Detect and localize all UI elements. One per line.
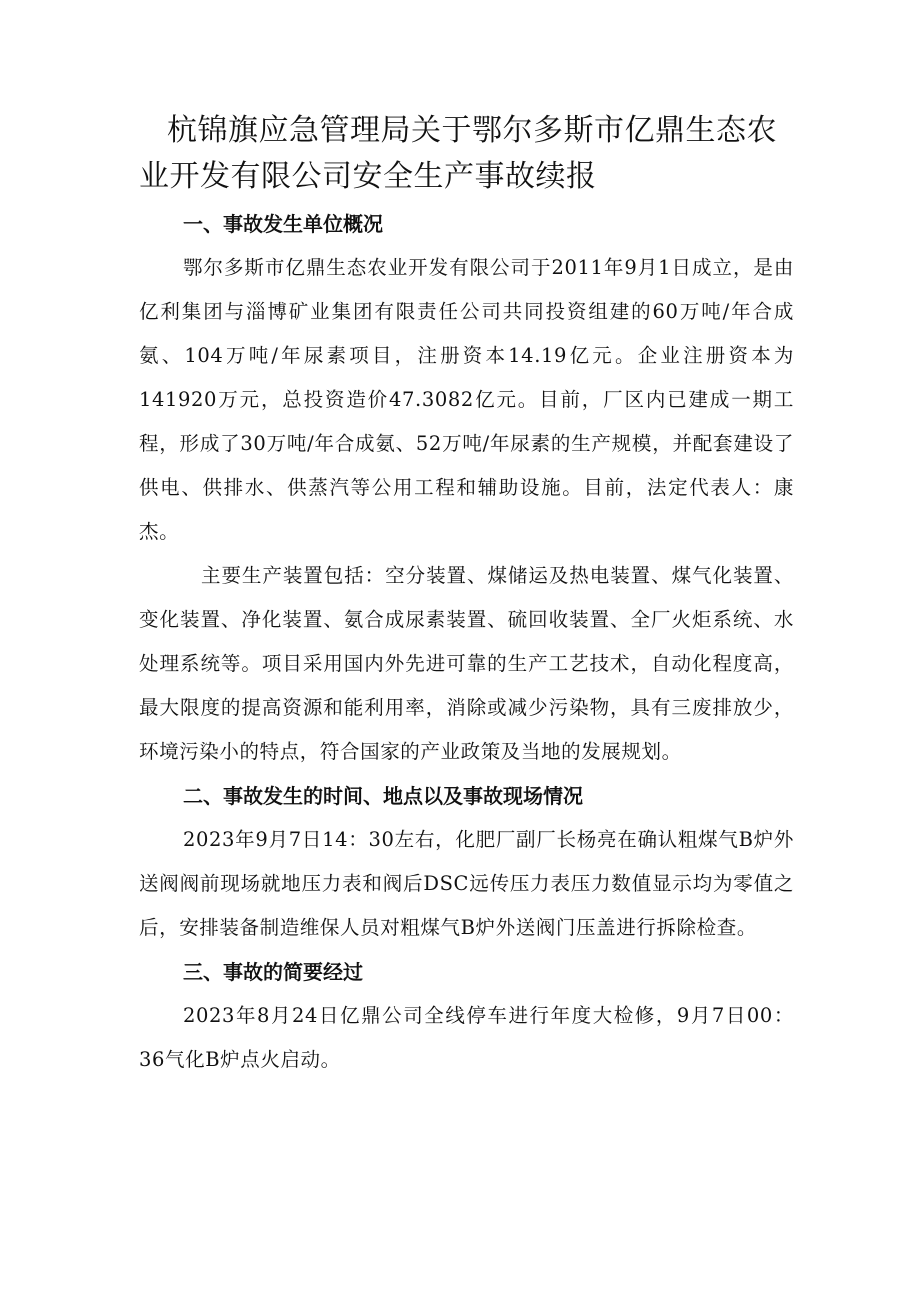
paragraph: 2023年9月7日14：30左右，化肥厂副厂长杨亮在确认粗煤气B炉外送阀阀前现场就地压力表和阀后DSC远传压力表压力数值显示均为零值之后，安排装备制造维保人员对粗煤气B炉外送阀门压盖进行拆除检查。 xyxy=(139,828,794,939)
section-unit-overview xyxy=(139,202,794,774)
paragraph: 鄂尔多斯市亿鼎生态农业开发有限公司于2011年9月1日成立，是由亿利集团与淄博矿业集团有限责任公司共同投资组建的60万吨/年合成氨、104万吨/年尿素项目，注册资本14.19亿元。企业注册资本为141920万元，总投资造价47.3082亿元。目前，厂区内已建成一期工程，形成了30万吨/年合成氨、52万吨/年尿素的生产规模，并配套建设了供电、供排水、供蒸汽等公用工程和辅助设施。目前，法定代表人：康杰。 xyxy=(139,256,794,543)
section-brief-process xyxy=(139,950,794,1082)
section-heading: 一、事故发生单位概况 xyxy=(183,212,383,236)
document-title: 杭锦旗应急管理局关于鄂尔多斯市亿鼎生态农业开发有限公司安全生产事故续报 xyxy=(139,113,777,194)
section-heading: 二、事故发生的时间、地点以及事故现场情况 xyxy=(183,784,583,808)
section-time-location xyxy=(139,774,794,950)
paragraph: 主要生产装置包括：空分装置、煤储运及热电装置、煤气化装置、变化装置、净化装置、氨合成尿素装置、硫回收装置、全厂火炬系统、水处理系统等。项目采用国内外先进可靠的生产工艺技术，自动化程度高，最大限度的提高资源和能利用率，消除或减少污染物，具有三废排放少，环境污染小的特点，符合国家的产业政策及当地的发展规划。 xyxy=(139,564,794,763)
document-body xyxy=(139,202,794,1082)
section-heading: 三、事故的简要经过 xyxy=(183,960,363,984)
paragraph: 2023年8月24日亿鼎公司全线停车进行年度大检修，9月7日00：36气化B炉点火启动。 xyxy=(139,1004,794,1071)
